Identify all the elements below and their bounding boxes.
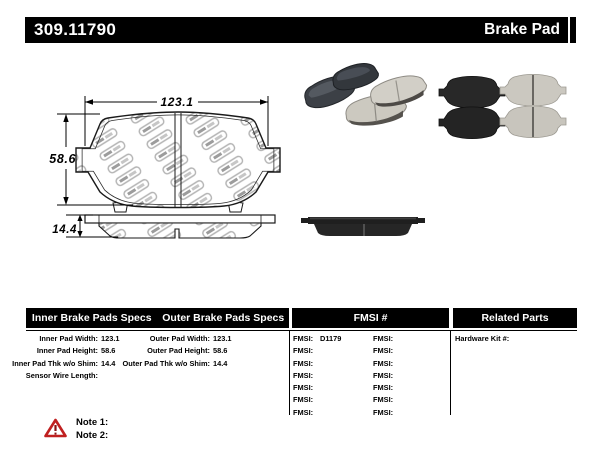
spec-value: 123.1 [101,334,120,343]
table-row [293,370,368,382]
spec-label: FMSI: [373,346,394,356]
table-row [373,370,443,382]
spec-label: Outer Pad Height: [147,346,210,356]
spec-label: FMSI: [373,334,394,343]
table-row [122,358,240,370]
table-row [373,382,443,394]
title-bar [25,17,576,43]
table-row [26,370,126,382]
fmsi-left-column [293,333,368,419]
spec-label: Sensor Wire Length: [25,370,98,380]
spec-label: FMSI: [373,358,394,368]
table-row [373,333,443,345]
dimension-height-label: 58.6 [49,152,76,166]
spec-label: FMSI: [293,334,314,343]
outer-specs-header: Outer Brake Pads Specs [162,312,285,324]
spec-label: Outer Pad Thk w/o Shim: [122,358,210,368]
brake-pad-technical-drawing [30,90,300,250]
spec-value: D1179 [320,334,342,343]
brake-pads-photo-angled [295,62,430,142]
brake-pad-photo-edge [298,210,428,245]
table-row [140,345,240,357]
table-row [373,345,443,357]
title-bar-divider [568,17,571,43]
spec-label: FMSI: [373,395,394,405]
table-row [140,333,240,345]
spec-value: 14.4 [101,358,116,368]
spec-label: FMSI: [293,370,314,380]
spec-label: Hardware Kit #: [455,334,510,343]
fmsi-right-column [373,333,443,419]
note-2-label: Note 2: [76,430,109,441]
spec-label: Inner Pad Height: [36,346,98,356]
table-divider-related [450,330,451,415]
inner-specs-column [12,333,126,382]
related-parts-header: Related Parts [453,308,577,328]
spec-label: FMSI: [293,407,314,417]
table-row [12,358,126,370]
spec-label: FMSI: [373,370,394,380]
outer-specs-column [122,333,240,370]
warning-icon [44,418,67,438]
spec-label: FMSI: [293,395,314,405]
spec-label: FMSI: [293,358,314,368]
table-row [455,333,573,345]
part-number: 309.11790 [34,20,117,39]
fmsi-header: FMSI # [292,308,449,328]
brake-pads-photo-flat [432,68,577,143]
spec-label: Inner Pad Width: [39,334,98,343]
specs-header-bar [26,308,289,328]
table-top-rule [26,330,577,331]
table-row [26,333,126,345]
table-row [373,358,443,370]
spec-label: FMSI: [293,383,314,393]
spec-value: 58.6 [213,346,228,356]
table-row [293,407,368,419]
table-row [293,333,368,345]
spec-value: 58.6 [101,346,116,356]
side-view [85,215,275,238]
table-row [293,345,368,357]
front-view [76,112,280,212]
dimension-width-label: 123.1 [160,95,194,109]
note-1-label: Note 1: [76,417,109,428]
spec-value: 123.1 [213,334,232,343]
table-row [373,407,443,419]
table-row [293,382,368,394]
table-row [293,358,368,370]
table-row [26,345,126,357]
spec-label: FMSI: [293,346,314,356]
spec-label: FMSI: [373,407,394,417]
spec-label: FMSI: [373,383,394,393]
spec-label: Outer Pad Width: [149,334,210,343]
table-row [373,394,443,406]
table-row [293,394,368,406]
inner-specs-header: Inner Brake Pads Specs [31,312,152,324]
spec-value: 14.4 [213,358,228,368]
spec-label: Inner Pad Thk w/o Shim: [12,358,98,368]
related-parts-column [455,333,573,345]
dimension-thickness-label: 14.4 [52,224,77,236]
product-title: Brake Pad [484,21,560,38]
table-divider-fmsi [289,330,290,415]
